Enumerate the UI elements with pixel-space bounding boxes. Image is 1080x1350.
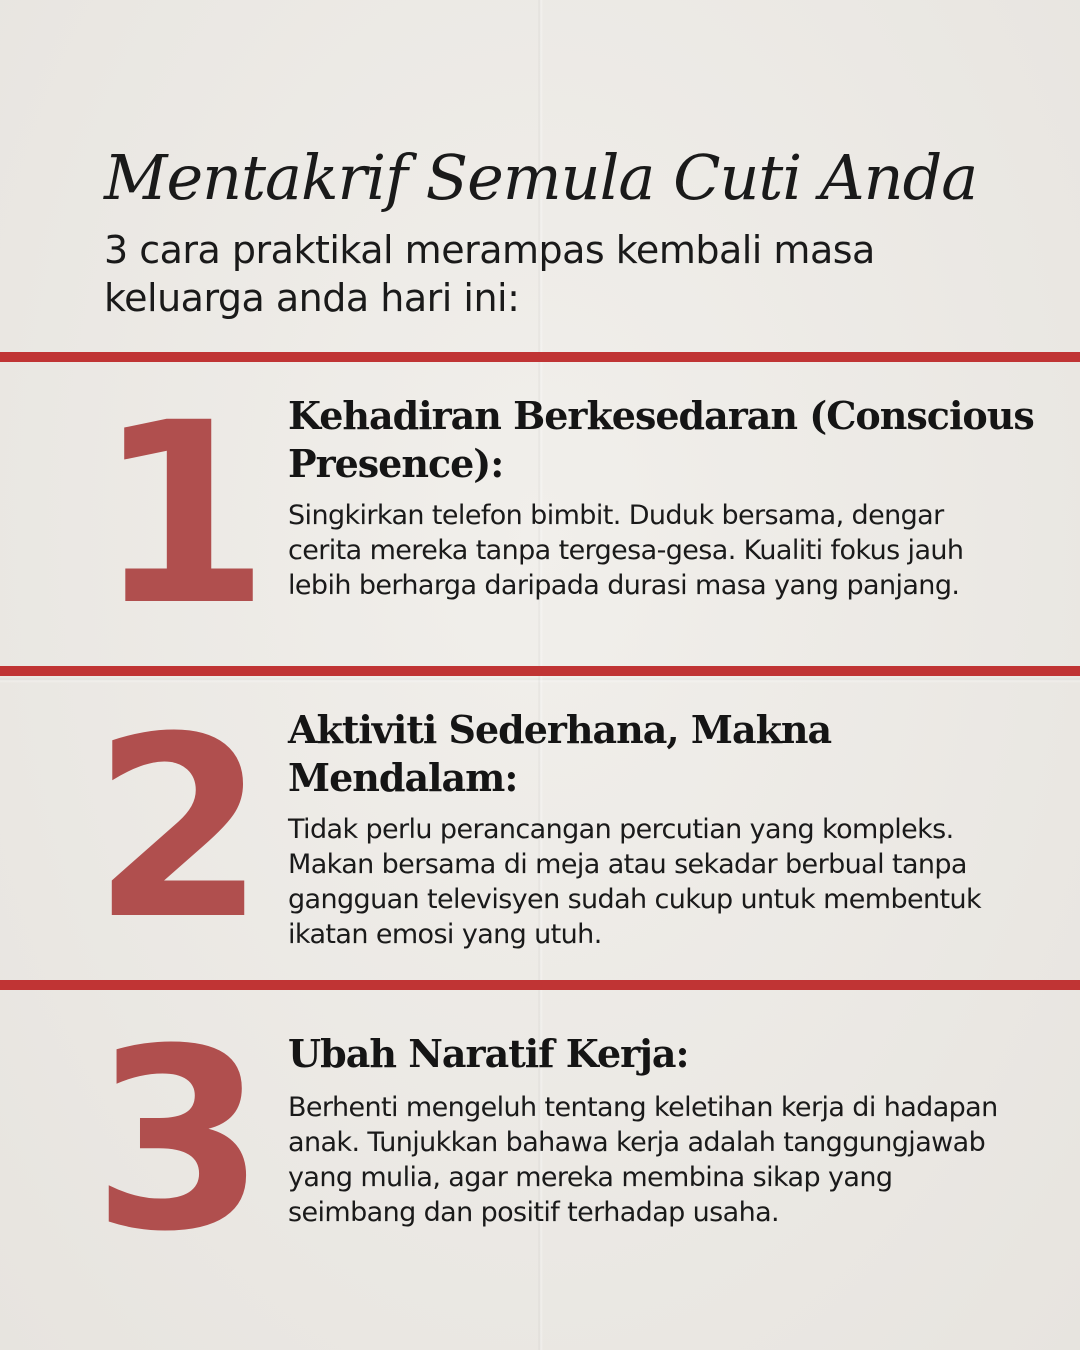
page-subtitle: 3 cara praktikal merampas kembali masa keluarga anda hari ini: — [104, 228, 875, 320]
point-heading: Aktiviti Sederhana, Makna Mendalam: — [288, 707, 832, 800]
point-number: 2 — [92, 683, 260, 974]
point-heading: Ubah Naratif Kerja: — [288, 1031, 689, 1076]
point-number: 1 — [96, 369, 264, 660]
page-title: Mentakrif Semula Cuti Anda — [104, 141, 978, 214]
point-number: 3 — [92, 995, 260, 1286]
divider-top — [0, 352, 1080, 362]
point-body: Tidak perlu perancangan percutian yang kompleks. Makan bersama di meja atau sekadar berbual tanpa gangguan televisyen sudah cukup untuk membentuk ikatan emosi yang utuh. — [288, 814, 982, 950]
point-body: Singkirkan telefon bimbit. Duduk bersama, dengar cerita mereka tanpa tergesa-gesa. Kualiti fokus jauh lebih berharga daripada durasi masa yang panjang. — [288, 500, 964, 601]
divider-middle — [0, 666, 1080, 676]
divider-bottom — [0, 980, 1080, 990]
point-heading: Kehadiran Berkesedaran (Conscious Presence): — [288, 393, 1034, 486]
point-body: Berhenti mengeluh tentang keletihan kerja di hadapan anak. Tunjukkan bahawa kerja adalah tanggungjawab yang mulia, agar mereka membina sikap yang seimbang dan positif terhadap usaha. — [288, 1092, 998, 1228]
